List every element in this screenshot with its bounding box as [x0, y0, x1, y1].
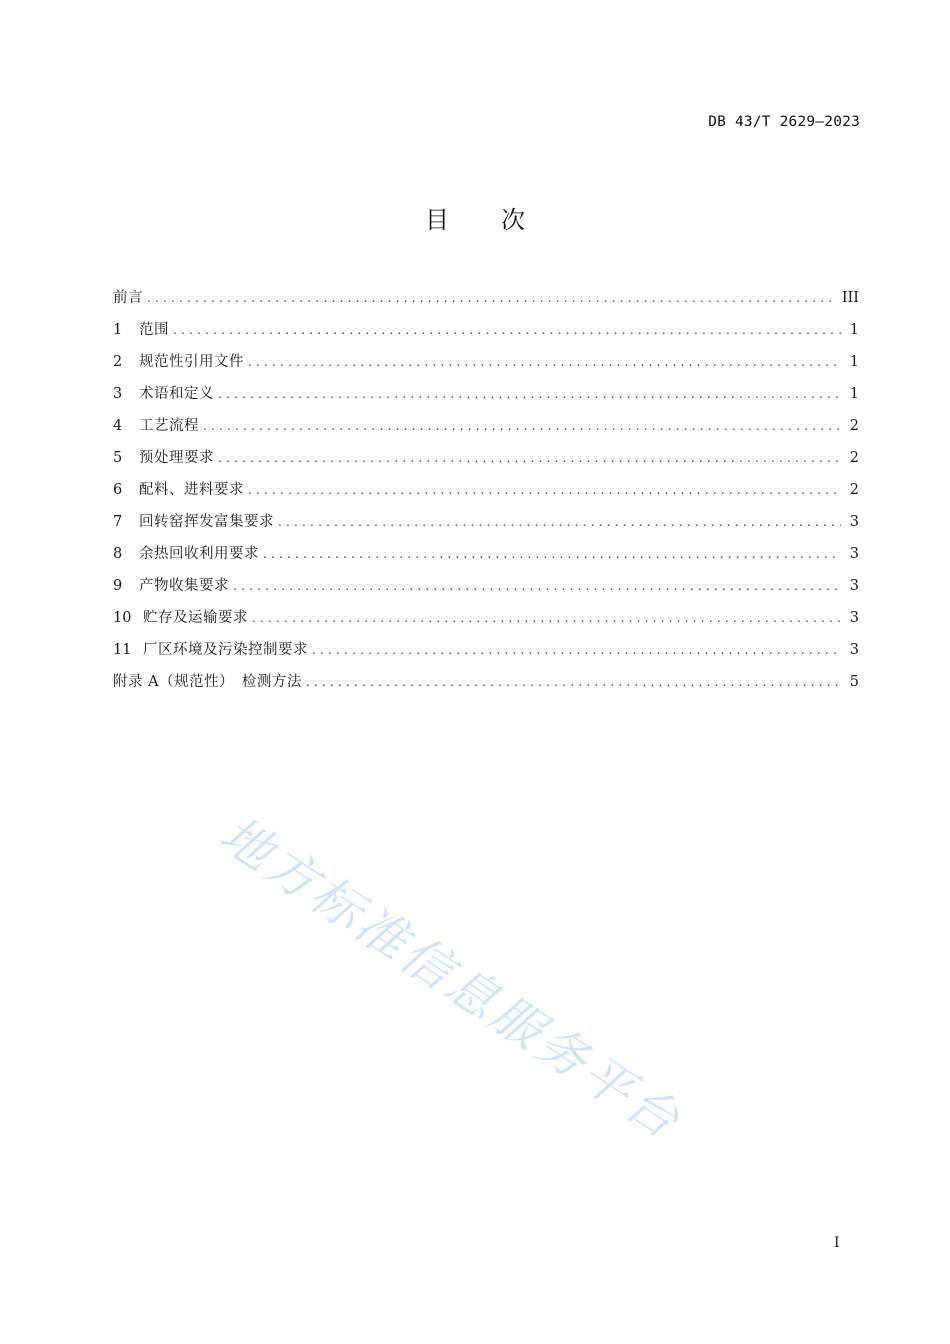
toc-title	[0, 200, 950, 235]
toc-entry-label: 规范性引用文件	[139, 354, 244, 370]
toc-entry-label: 工艺流程	[139, 418, 199, 434]
toc-entry-4[interactable]	[113, 414, 859, 446]
toc-entry-number: 8	[113, 546, 123, 562]
toc-entry-page: 2	[849, 418, 859, 434]
toc-entry-7[interactable]	[113, 510, 859, 542]
toc-entry-label: 预处理要求	[139, 450, 214, 466]
toc-entry-1[interactable]	[113, 318, 859, 350]
toc-entry-page: 2	[849, 450, 859, 466]
toc-leader-dots	[312, 643, 841, 657]
toc-entry-number: 7	[113, 514, 123, 530]
toc-entry-number: 3	[113, 386, 123, 402]
toc-entry-number: 10	[113, 610, 132, 626]
toc-entry-number: 11	[113, 642, 132, 658]
toc-entry-label: 回转窑挥发富集要求	[139, 514, 274, 530]
toc-entry-label: 贮存及运输要求	[143, 610, 248, 626]
toc-entry-label: 范围	[139, 322, 169, 338]
toc-entry-label: 术语和定义	[139, 386, 214, 402]
toc-leader-dots	[248, 355, 841, 369]
toc-entry-label: 余热回收利用要求	[139, 546, 259, 562]
toc-entry-page: III	[841, 290, 859, 306]
toc-title-char-2: 次	[501, 206, 525, 234]
toc-entry-11[interactable]	[113, 638, 859, 670]
toc-entry-label: 配料、进料要求	[139, 482, 244, 498]
toc-entry-number: 9	[113, 578, 123, 594]
toc-leader-dots	[306, 675, 841, 689]
toc-entry-number: 5	[113, 450, 123, 466]
toc-leader-dots	[173, 323, 841, 337]
toc-list	[113, 286, 859, 702]
toc-entry-page: 1	[849, 354, 859, 370]
toc-entry-preface[interactable]	[113, 286, 859, 318]
toc-entry-page: 3	[849, 514, 859, 530]
toc-entry-6[interactable]	[113, 478, 859, 510]
toc-leader-dots	[252, 611, 841, 625]
toc-entry-label: 厂区环境及污染控制要求	[143, 642, 308, 658]
toc-title-char-1: 目	[425, 206, 449, 234]
toc-entry-3[interactable]	[113, 382, 859, 414]
watermark: 地方标准信息服务平台	[209, 805, 693, 1152]
toc-entry-appendix-a[interactable]	[113, 670, 859, 702]
toc-entry-page: 1	[849, 322, 859, 338]
toc-entry-page: 2	[849, 482, 859, 498]
toc-leader-dots	[278, 515, 841, 529]
toc-entry-number: 2	[113, 354, 123, 370]
toc-entry-page: 3	[849, 642, 859, 658]
toc-leader-dots	[218, 387, 841, 401]
toc-entry-page: 1	[849, 386, 859, 402]
document-code: DB 43/T 2629—2023	[708, 114, 860, 130]
toc-entry-page: 3	[849, 578, 859, 594]
toc-leader-dots	[233, 579, 841, 593]
toc-entry-9[interactable]	[113, 574, 859, 606]
toc-entry-page: 3	[849, 610, 859, 626]
toc-leader-dots	[263, 547, 841, 561]
toc-entry-number: 1	[113, 322, 123, 338]
toc-leader-dots	[248, 483, 841, 497]
toc-entry-label: 前言	[113, 290, 143, 306]
toc-entry-2[interactable]	[113, 350, 859, 382]
toc-entry-8[interactable]	[113, 542, 859, 574]
toc-entry-page: 5	[849, 674, 859, 690]
toc-entry-10[interactable]	[113, 606, 859, 638]
toc-leader-dots	[147, 291, 836, 305]
toc-entry-label: 产物收集要求	[139, 578, 229, 594]
toc-entry-page: 3	[849, 546, 859, 562]
toc-entry-5[interactable]	[113, 446, 859, 478]
toc-leader-dots	[203, 419, 841, 433]
toc-entry-number: 4	[113, 418, 123, 434]
toc-entry-label: 附录 A（规范性） 检测方法	[113, 674, 302, 690]
toc-entry-number: 6	[113, 482, 123, 498]
toc-leader-dots	[218, 451, 841, 465]
page-number: I	[834, 1235, 840, 1251]
